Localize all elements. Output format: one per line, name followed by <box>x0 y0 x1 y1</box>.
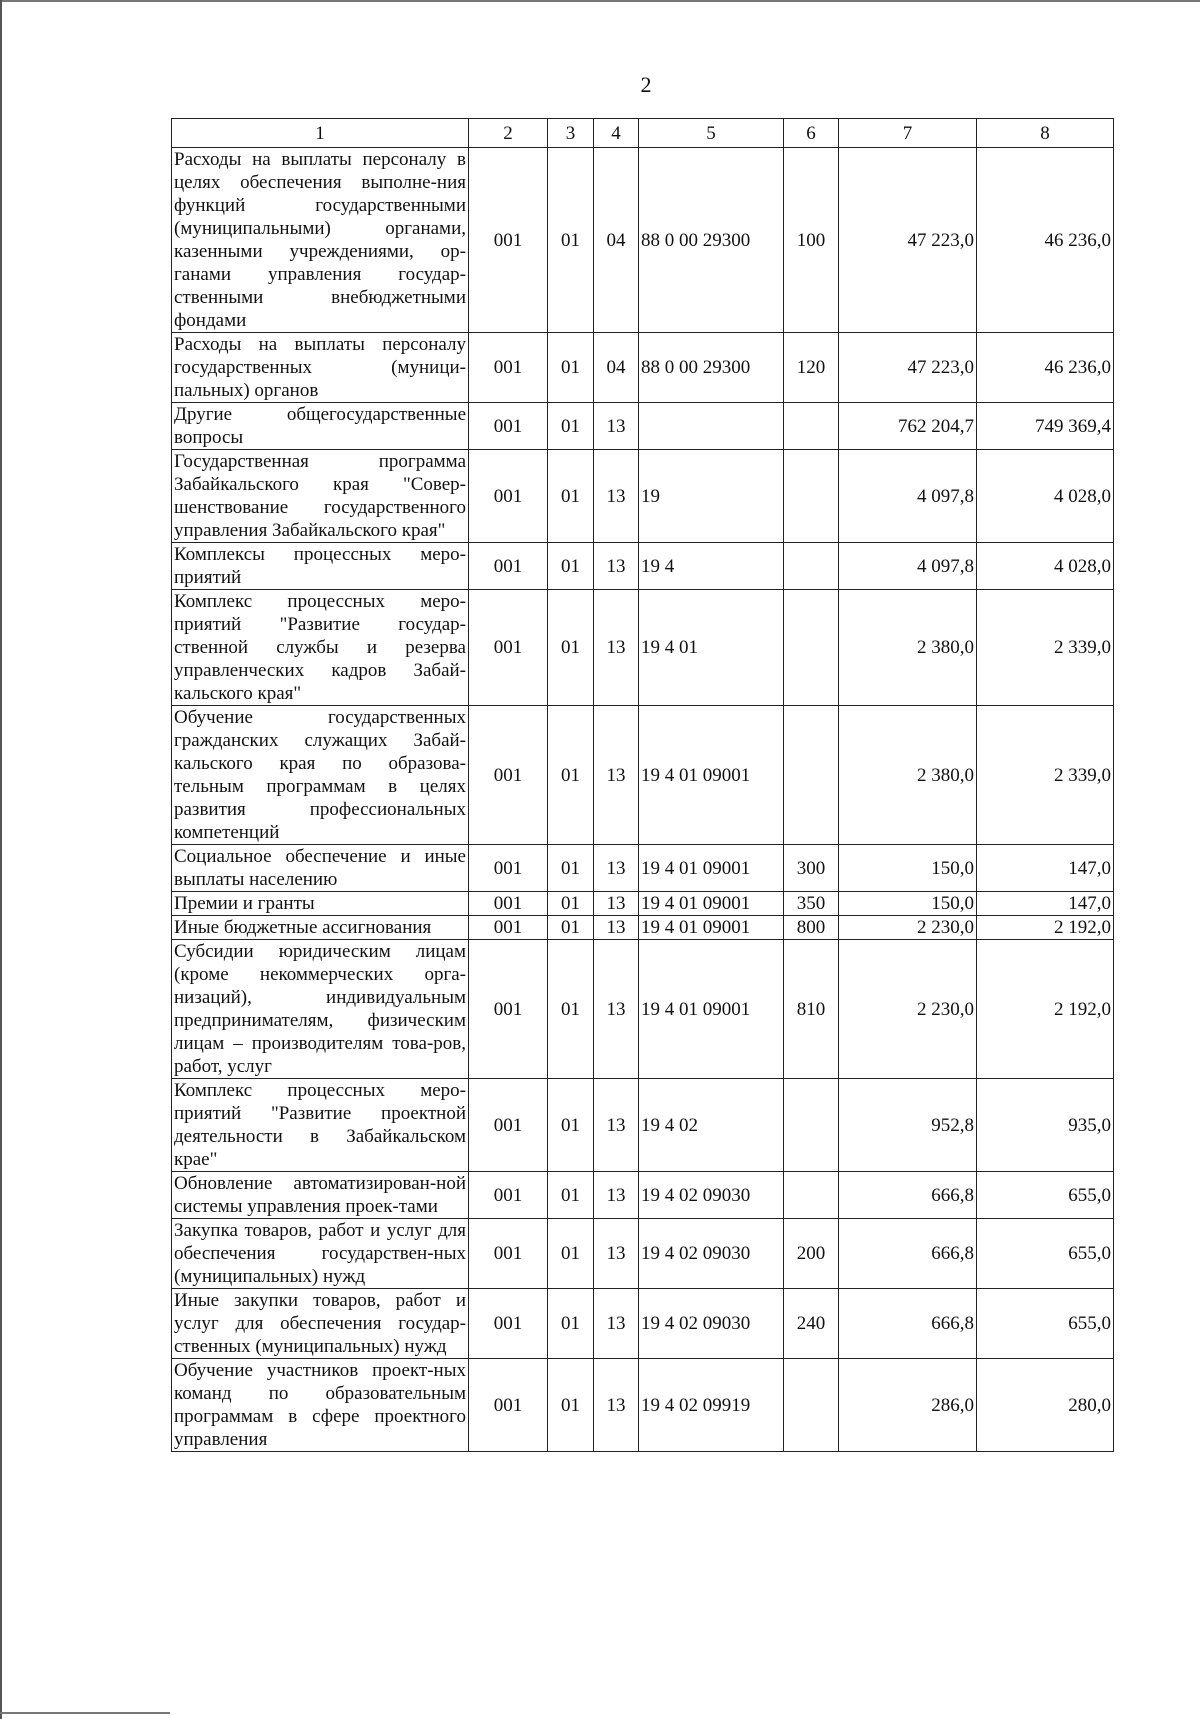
expense-type-code <box>784 450 839 543</box>
subsection-code: 13 <box>594 940 639 1079</box>
table-row <box>172 1289 1114 1359</box>
ministry-code: 001 <box>469 1359 548 1452</box>
row-description: Комплекс процессных меро-приятий "Развитие проектной деятельности в Забайкальском крае" <box>172 1079 469 1172</box>
section-code: 01 <box>548 845 594 892</box>
table-row <box>172 1359 1114 1452</box>
amount-col7: 762 204,7 <box>839 403 977 450</box>
amount-col8: 2 192,0 <box>977 916 1114 940</box>
row-description: Иные бюджетные ассигнования <box>172 916 469 940</box>
amount-col7: 666,8 <box>839 1289 977 1359</box>
subsection-code: 13 <box>594 450 639 543</box>
section-code: 01 <box>548 148 594 333</box>
subsection-code: 13 <box>594 1359 639 1452</box>
row-description: Обучение участников проект-ных команд по образовательным программам в сфере проектного управления <box>172 1359 469 1452</box>
amount-col7: 2 380,0 <box>839 590 977 706</box>
section-code: 01 <box>548 543 594 590</box>
amount-col8: 935,0 <box>977 1079 1114 1172</box>
amount-col7: 47 223,0 <box>839 333 977 403</box>
section-code: 01 <box>548 590 594 706</box>
table-row <box>172 940 1114 1079</box>
section-code: 01 <box>548 1172 594 1219</box>
ministry-code: 001 <box>469 148 548 333</box>
subsection-code: 13 <box>594 543 639 590</box>
row-description: Обучение государственных гражданских служащих Забай-кальского края по образова-тельным программам в целях развития профессиональных компетенций <box>172 706 469 845</box>
amount-col8: 46 236,0 <box>977 148 1114 333</box>
table-row <box>172 1219 1114 1289</box>
amount-col7: 47 223,0 <box>839 148 977 333</box>
amount-col8: 147,0 <box>977 892 1114 916</box>
table-row <box>172 333 1114 403</box>
row-description: Субсидии юридическим лицам (кроме некоммерческих орга-низаций), индивидуальным предпринимателям, физическим лицам – производителям това-ров, работ, услуг <box>172 940 469 1079</box>
section-code: 01 <box>548 1289 594 1359</box>
target-item-code: 88 0 00 29300 <box>639 333 784 403</box>
ministry-code: 001 <box>469 940 548 1079</box>
row-description: Премии и гранты <box>172 892 469 916</box>
row-description: Другие общегосударственные вопросы <box>172 403 469 450</box>
expense-type-code <box>784 1079 839 1172</box>
section-code: 01 <box>548 1219 594 1289</box>
expense-type-code <box>784 590 839 706</box>
amount-col7: 666,8 <box>839 1219 977 1289</box>
row-description: Иные закупки товаров, работ и услуг для обеспечения государ-ственных (муниципальных) нужд <box>172 1289 469 1359</box>
expense-type-code: 350 <box>784 892 839 916</box>
ministry-code: 001 <box>469 1172 548 1219</box>
row-description: Расходы на выплаты персоналу государственных (муници-пальных) органов <box>172 333 469 403</box>
target-item-code: 19 4 01 09001 <box>639 892 784 916</box>
table-row <box>172 1079 1114 1172</box>
ministry-code: 001 <box>469 403 548 450</box>
section-code: 01 <box>548 916 594 940</box>
page-number: 2 <box>640 72 652 97</box>
row-description: Комплексы процессных меро-приятий <box>172 543 469 590</box>
target-item-code: 19 4 02 09030 <box>639 1172 784 1219</box>
amount-col7: 666,8 <box>839 1172 977 1219</box>
subsection-code: 13 <box>594 1172 639 1219</box>
expense-type-code <box>784 1172 839 1219</box>
ministry-code: 001 <box>469 333 548 403</box>
column-header: 4 <box>594 119 639 148</box>
amount-col8: 655,0 <box>977 1219 1114 1289</box>
expense-type-code <box>784 706 839 845</box>
target-item-code: 19 4 <box>639 543 784 590</box>
target-item-code: 19 <box>639 450 784 543</box>
target-item-code: 19 4 01 <box>639 590 784 706</box>
ministry-code: 001 <box>469 916 548 940</box>
target-item-code: 19 4 01 09001 <box>639 916 784 940</box>
target-item-code <box>639 403 784 450</box>
table-row <box>172 590 1114 706</box>
amount-col8: 655,0 <box>977 1289 1114 1359</box>
row-description: Комплекс процессных меро-приятий "Развитие государ-ственной службы и резерва управленческих кадров Забай-кальского края" <box>172 590 469 706</box>
ministry-code: 001 <box>469 1289 548 1359</box>
amount-col7: 952,8 <box>839 1079 977 1172</box>
amount-col8: 2 339,0 <box>977 706 1114 845</box>
target-item-code: 19 4 02 09030 <box>639 1219 784 1289</box>
amount-col7: 286,0 <box>839 1359 977 1452</box>
column-header: 8 <box>977 119 1114 148</box>
target-item-code: 88 0 00 29300 <box>639 148 784 333</box>
table-row <box>172 1172 1114 1219</box>
target-item-code: 19 4 01 09001 <box>639 706 784 845</box>
subsection-code: 13 <box>594 916 639 940</box>
row-description: Социальное обеспечение и иные выплаты населению <box>172 845 469 892</box>
ministry-code: 001 <box>469 845 548 892</box>
amount-col8: 655,0 <box>977 1172 1114 1219</box>
subsection-code: 13 <box>594 1079 639 1172</box>
column-header: 1 <box>172 119 469 148</box>
expense-type-code: 120 <box>784 333 839 403</box>
subsection-code: 13 <box>594 1219 639 1289</box>
expense-type-code <box>784 543 839 590</box>
amount-col7: 150,0 <box>839 845 977 892</box>
amount-col8: 749 369,4 <box>977 403 1114 450</box>
section-code: 01 <box>548 333 594 403</box>
column-header: 7 <box>839 119 977 148</box>
expense-type-code: 810 <box>784 940 839 1079</box>
table-row <box>172 892 1114 916</box>
section-code: 01 <box>548 450 594 543</box>
expense-type-code: 200 <box>784 1219 839 1289</box>
ministry-code: 001 <box>469 543 548 590</box>
amount-col7: 2 380,0 <box>839 706 977 845</box>
amount-col8: 46 236,0 <box>977 333 1114 403</box>
row-description: Закупка товаров, работ и услуг для обеспечения государствен-ных (муниципальных) нужд <box>172 1219 469 1289</box>
column-header: 6 <box>784 119 839 148</box>
section-code: 01 <box>548 892 594 916</box>
ministry-code: 001 <box>469 892 548 916</box>
amount-col7: 150,0 <box>839 892 977 916</box>
target-item-code: 19 4 02 <box>639 1079 784 1172</box>
ministry-code: 001 <box>469 706 548 845</box>
table-row <box>172 148 1114 333</box>
subsection-code: 04 <box>594 333 639 403</box>
column-header: 5 <box>639 119 784 148</box>
target-item-code: 19 4 01 09001 <box>639 845 784 892</box>
column-header: 3 <box>548 119 594 148</box>
page-edge-bottom <box>0 1712 170 1714</box>
expense-type-code: 100 <box>784 148 839 333</box>
subsection-code: 04 <box>594 148 639 333</box>
target-item-code: 19 4 02 09030 <box>639 1289 784 1359</box>
row-description: Расходы на выплаты персоналу в целях обеспечения выполне-ния функций государственными (муниципальными) органами, казенными учреждениями, ор-ганами управления государ-ственными внебюджетными фондами <box>172 148 469 333</box>
ministry-code: 001 <box>469 450 548 543</box>
table-header-row <box>172 119 1114 148</box>
subsection-code: 13 <box>594 1289 639 1359</box>
amount-col8: 280,0 <box>977 1359 1114 1452</box>
subsection-code: 13 <box>594 706 639 845</box>
section-code: 01 <box>548 1079 594 1172</box>
table-row <box>172 916 1114 940</box>
target-item-code: 19 4 01 09001 <box>639 940 784 1079</box>
amount-col8: 4 028,0 <box>977 543 1114 590</box>
section-code: 01 <box>548 403 594 450</box>
ministry-code: 001 <box>469 1079 548 1172</box>
table-row <box>172 543 1114 590</box>
amount-col8: 147,0 <box>977 845 1114 892</box>
section-code: 01 <box>548 1359 594 1452</box>
ministry-code: 001 <box>469 1219 548 1289</box>
amount-col7: 2 230,0 <box>839 916 977 940</box>
page-edge-top <box>0 0 1200 2</box>
amount-col7: 4 097,8 <box>839 450 977 543</box>
expense-type-code <box>784 403 839 450</box>
target-item-code: 19 4 02 09919 <box>639 1359 784 1452</box>
subsection-code: 13 <box>594 845 639 892</box>
expense-type-code <box>784 1359 839 1452</box>
section-code: 01 <box>548 940 594 1079</box>
section-code: 01 <box>548 706 594 845</box>
amount-col8: 2 339,0 <box>977 590 1114 706</box>
column-header: 2 <box>469 119 548 148</box>
table-row <box>172 403 1114 450</box>
table-row <box>172 450 1114 543</box>
amount-col8: 4 028,0 <box>977 450 1114 543</box>
expense-type-code: 240 <box>784 1289 839 1359</box>
expense-type-code: 300 <box>784 845 839 892</box>
amount-col7: 2 230,0 <box>839 940 977 1079</box>
row-description: Обновление автоматизирован-ной системы управления проек-тами <box>172 1172 469 1219</box>
amount-col7: 4 097,8 <box>839 543 977 590</box>
budget-table <box>171 118 1114 1452</box>
expense-type-code: 800 <box>784 916 839 940</box>
table-row <box>172 706 1114 845</box>
subsection-code: 13 <box>594 590 639 706</box>
subsection-code: 13 <box>594 892 639 916</box>
page-edge-left <box>0 0 2 1719</box>
row-description: Государственная программа Забайкальского края "Совер-шенствование государственного управления Забайкальского края" <box>172 450 469 543</box>
table-row <box>172 845 1114 892</box>
subsection-code: 13 <box>594 403 639 450</box>
amount-col8: 2 192,0 <box>977 940 1114 1079</box>
ministry-code: 001 <box>469 590 548 706</box>
